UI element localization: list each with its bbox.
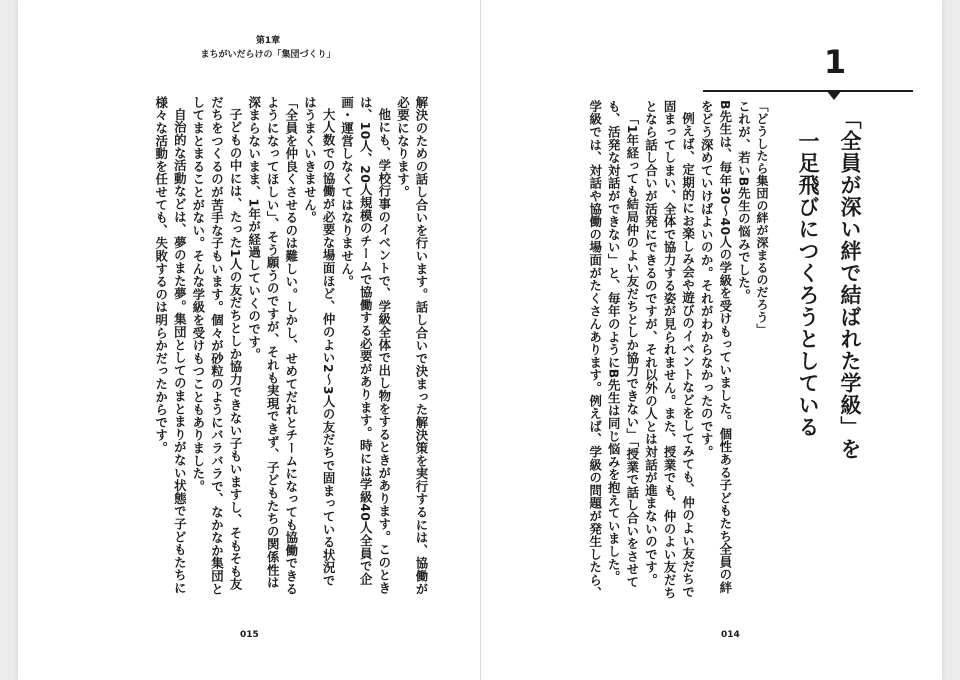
running-head: [188, 34, 348, 62]
paragraph: 他にも、学校行事のイベントで、学級全体で出し物をするときがあります。このときは、10人、20人規模のチームで協働する必要があります。時には学級40人全員で企画・運営しなくてはなりません。: [339, 96, 392, 595]
left-page: [18, 0, 480, 680]
section-number: 1: [823, 43, 847, 81]
paragraph: 大人数での協働が必要な場面ほど、仲のよい2～3人の友だちで固まっている状況ではうまくいきません。: [302, 96, 337, 588]
left-body-text: [98, 96, 430, 596]
running-head-title: まちがいだらけの「集団づくり」: [200, 50, 336, 60]
section-rule: [703, 90, 913, 92]
right-page: [481, 0, 943, 680]
paragraph: 自治的な活動などは、夢のまた夢。集団としてのまとまりがない状態で子どもたちに様々な活動を任せても、失敗するのは明らかだったからです。: [153, 96, 188, 595]
paragraph: 「1年経っても結局仲のよい友だちとしか協力できない」「授業で話し合いをさせても、活発な対話ができない」と、毎年のようにB先生は同じ悩みを抱えていました。: [606, 100, 640, 589]
right-body-text: [551, 100, 771, 600]
section-heading: [781, 108, 871, 568]
paragraph: B先生は、毎年30～40人の学級を受けもっていました。個性ある子どもたち全員の絆をどう深めていけばよいのか。それがわからなかったのです。: [699, 100, 733, 594]
heading-line: 一足飛びにつくろうとしている: [796, 130, 820, 438]
page-number: 014: [721, 630, 740, 640]
paragraph: 解決のための話し合いを行います。話し合いで決まった解決策を実行するには、協働が必要になります。: [395, 96, 429, 596]
paragraph: これが、若いB先生の悩みでした。: [736, 100, 752, 302]
heading-line: 「全員が深い絆で結ばれた学級」を: [838, 108, 862, 460]
arrow-down-icon: [826, 90, 842, 100]
page-number: 015: [240, 630, 259, 640]
paragraph: 学級では、対話や協働の場面がたくさんあります。例えば、学級の問題が発生したら、: [587, 100, 603, 600]
book-spread: [18, 0, 942, 680]
paragraph: 例えば、定期的にお楽しみ会や遊びのイベントなどをしてみても、仲のよい友だちで固まってしまい、全体で協力する姿が見られません。また、授業でも、仲のよい友だちとなら話し合いが活発にできるのですが、それ以外の人とは対話が進まないのです。: [643, 100, 696, 600]
paragraph: 子どもの中には、たった1人の友だちとしか協力できない子もいますし、そもそも友だちをつくるのが苦手な子もいます。個々が砂粒のようにバラバラで、なかなか集団としてまとまることがない。そんな学級を受けもつこともありました。: [190, 96, 244, 596]
subheading: 「どうしたら集団の絆が深まるのだろう」: [755, 100, 769, 336]
paragraph: 「全員を仲良くさせるのは難しい。しかし、せめてだれとチームになっても協働できるようになってほしい」、そう願うのですが、それも実現できず、子どもたちの関係性は深まらないまま、1年が経過していくのです。: [246, 96, 299, 596]
running-head-chapter: 第1章: [255, 36, 281, 46]
